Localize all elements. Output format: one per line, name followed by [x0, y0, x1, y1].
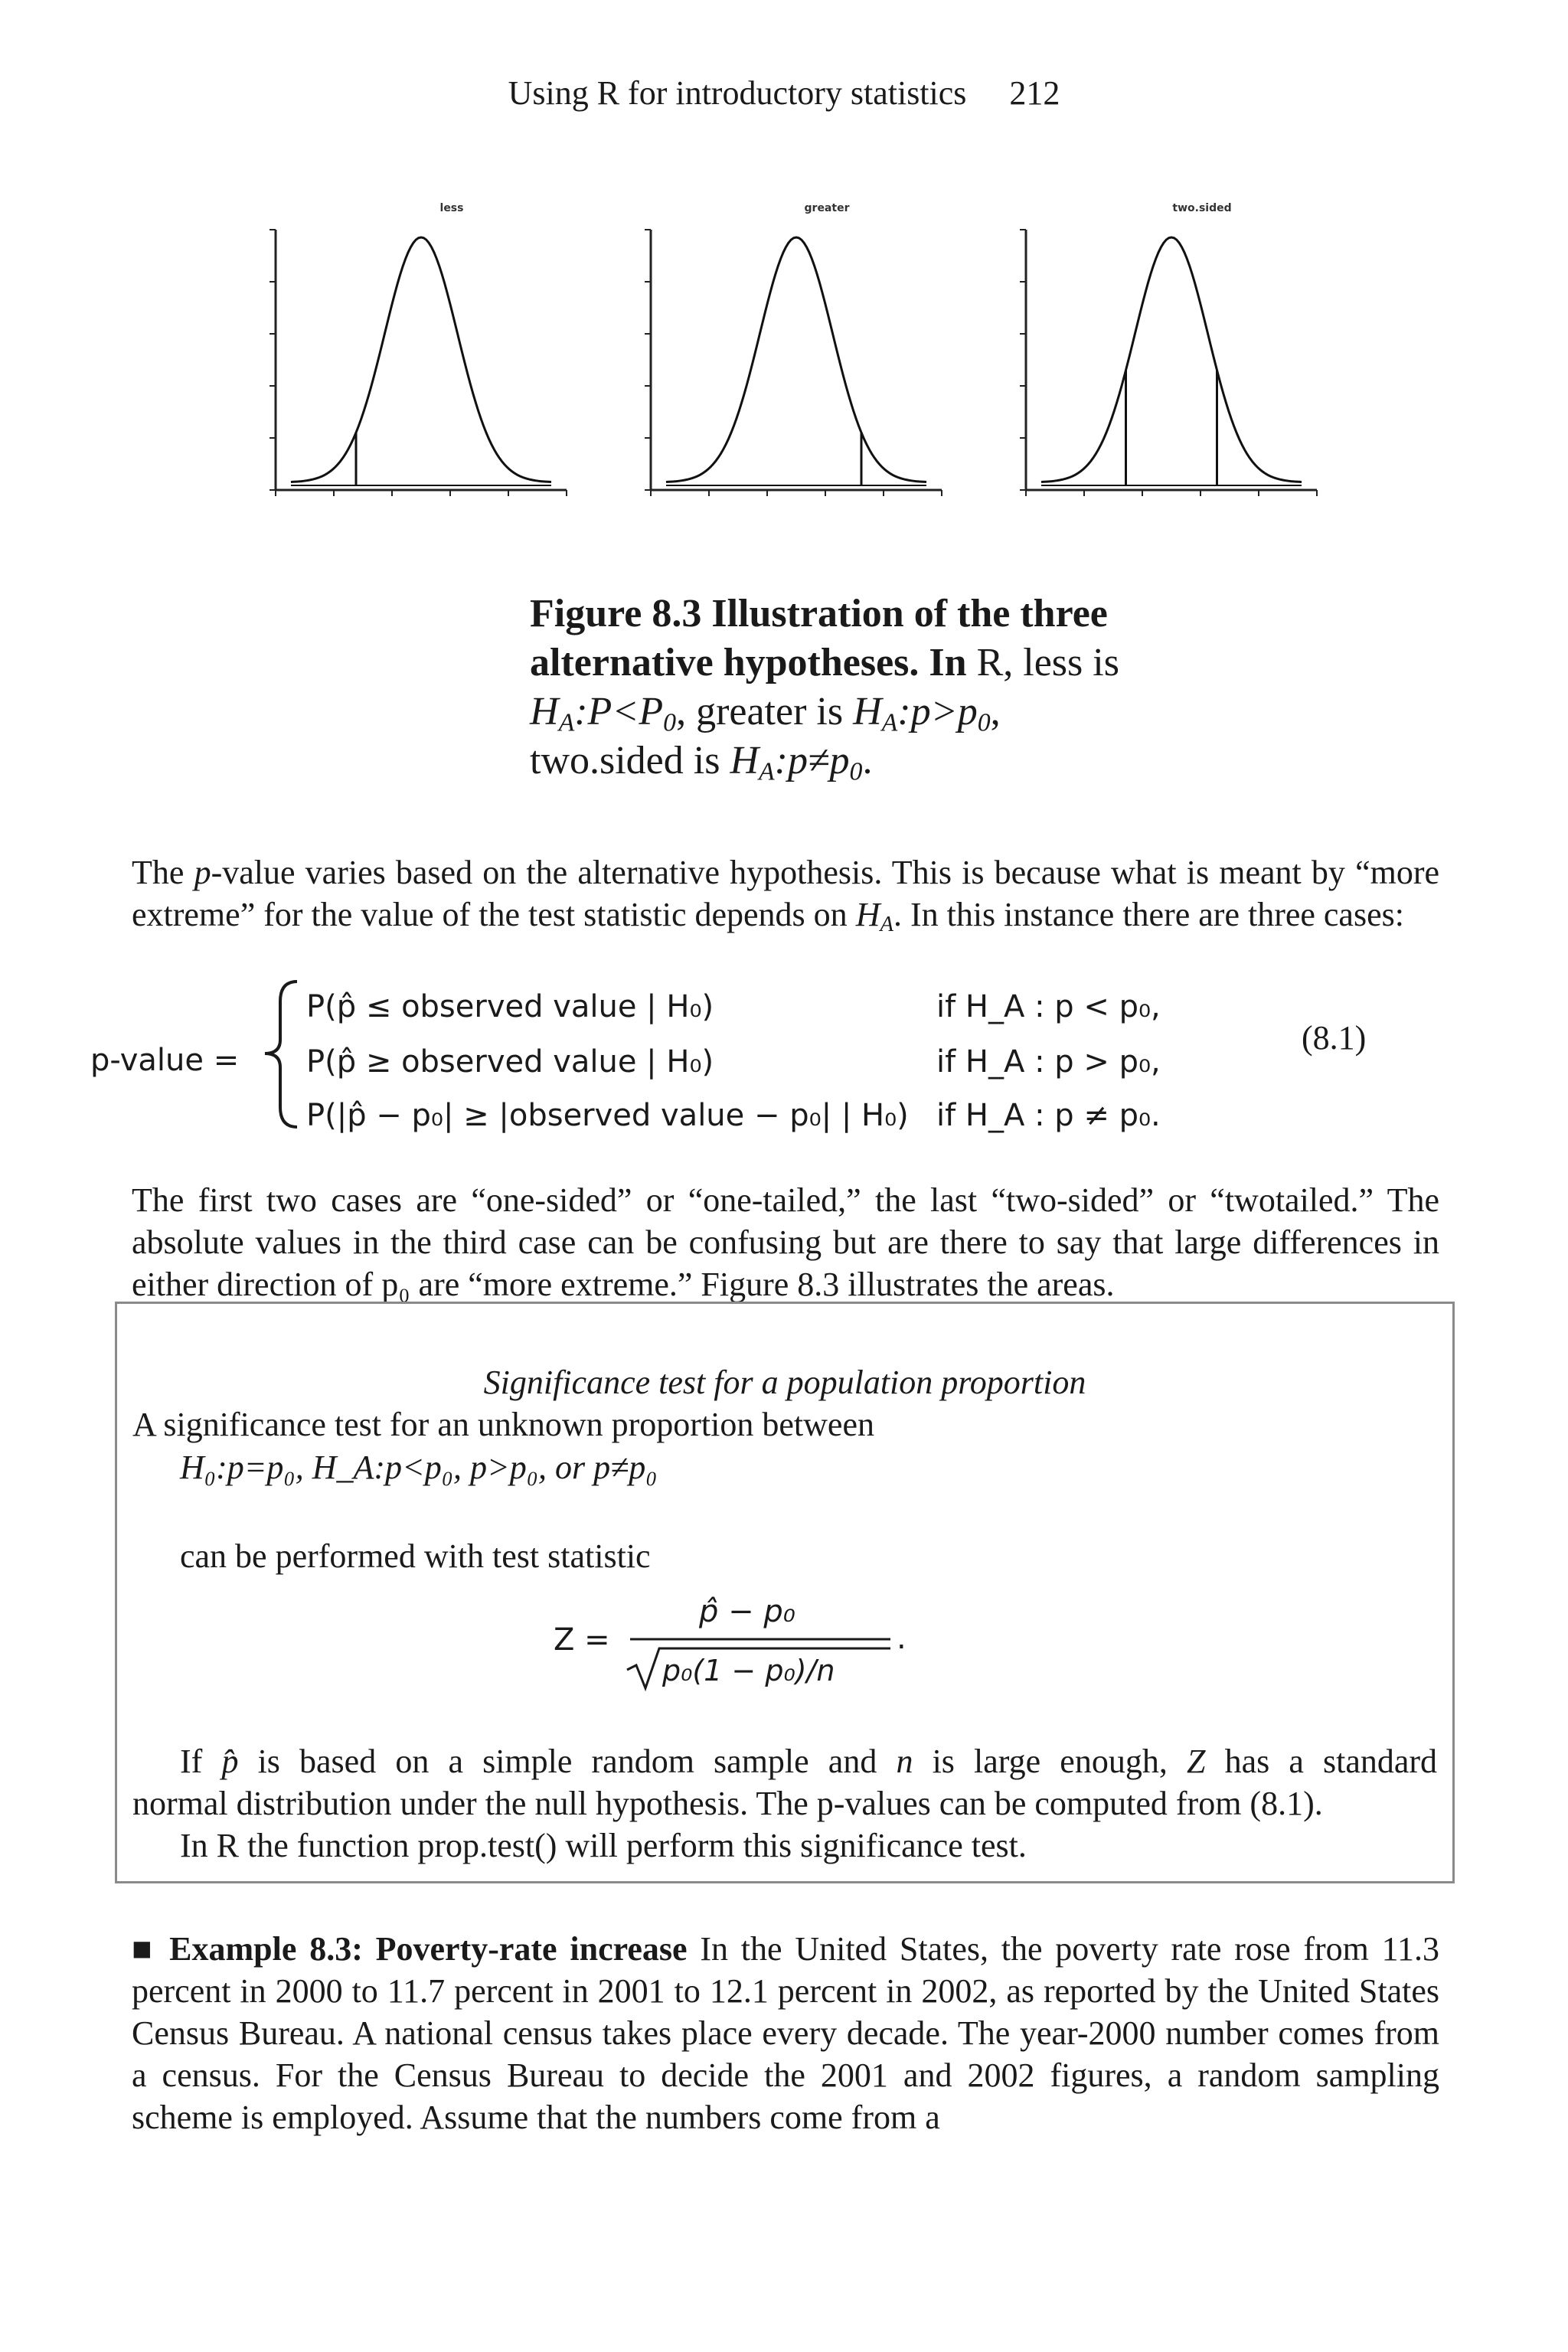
- panel-greater: [645, 202, 942, 496]
- box-line-5: normal distribution under the null hypothesis. The p-values can be computed from (8.1).: [132, 1785, 1323, 1822]
- panel-title: less: [439, 202, 464, 214]
- eq-case3: P(|p̂ − p₀| ≥ |observed value − p₀| | H₀): [306, 1098, 909, 1133]
- z-denominator: p₀(1 − p₀)/n: [662, 1654, 835, 1687]
- density-curve: [291, 237, 551, 482]
- page-number: 212: [1009, 74, 1060, 112]
- paragraph-cases: The first two cases are “one-sided” or “one-tailed,” the last “two-sided” or “twotailed.” The absolute values in the third case can be confusing but are there to say that large differences in either direction of p₀ are “more extreme.” Figure 8.3 illustrates the areas.: [132, 1181, 1439, 1303]
- density-curve: [666, 237, 926, 482]
- z-lhs: Z =: [554, 1622, 610, 1658]
- caption-rest: R, less is: [976, 641, 1119, 684]
- equation-8-1: [90, 972, 1446, 1135]
- example-marker: ■: [132, 1930, 157, 1968]
- eq-cond2: if H_A : p > p₀,: [936, 1044, 1161, 1080]
- eq-lhs: p-value =: [90, 1043, 240, 1078]
- example-8-3: [132, 1928, 1439, 2138]
- density-curve: [1041, 237, 1302, 482]
- equation-number: (8.1): [1302, 1019, 1367, 1057]
- eq-cond1: if H_A : p < p₀,: [936, 989, 1161, 1024]
- left-brace: [265, 982, 297, 1127]
- caption-ha-less: $H_A:P<P_0$: [530, 690, 677, 737]
- z-statistic-formula: [554, 1579, 1013, 1694]
- caption-ha-twosided: $H_A:p\ne p_0$: [730, 739, 863, 786]
- caption-bold: Figure 8.3 Illustration of the three alternative hypotheses. In: [530, 592, 1108, 684]
- significance-test-box: [115, 1302, 1455, 1883]
- box-line-3: can be performed with test statistic: [180, 1537, 651, 1575]
- box-line-6: In R the function prop.test() will perform this significance test.: [180, 1827, 1027, 1864]
- z-numerator: p̂ − p₀: [699, 1594, 795, 1629]
- svg-text:.: .: [897, 1621, 906, 1656]
- figure-caption: Figure 8.3 Illustration of the three alternative hypotheses. In R, less is $H_A:P<P_0$, greater is $H_A:p>p_0$, two.sided is $H_A:p\ne p_0$.: [530, 592, 1119, 786]
- eq-case2: P(p̂ ≥ observed value | H₀): [306, 1044, 714, 1080]
- hypothesis-figure: [230, 184, 1355, 567]
- example-text: In the United States, the poverty rate rose from 11.3 percent in 2000 to 11.7 percent in 2001 to 12.1 percent in 2002, as reported by the United States Census Bureau. A national census takes place every decade. The year-2000 number comes from a census. For the Census Bureau to decide the 2001 and 2002 figures, a random sampling scheme is employed. Assume that the numbers come from a: [132, 1930, 1440, 2136]
- box-line-1: A significance test for an unknown proportion between: [132, 1406, 874, 1443]
- panel-two-sided: [1020, 202, 1317, 496]
- box-title: Significance test for a population proportion: [483, 1364, 1086, 1401]
- panel-less: [270, 202, 567, 496]
- box-hypotheses: H₀:p=p₀, H_A:p<p₀, p>p₀, or p≠p₀: [180, 1449, 658, 1486]
- eq-cond3: if H_A : p ≠ p₀.: [936, 1098, 1161, 1133]
- eq-case1: P(p̂ ≤ observed value | H₀): [306, 989, 714, 1024]
- panel-title: greater: [804, 202, 850, 214]
- running-header: [0, 74, 1568, 113]
- paragraph-pvalue: The p-value varies based on the alternative hypothesis. This is because what is meant by “more extreme” for the value of the test statistic depends on $H_A$. In this instance there are three cases:: [132, 854, 1439, 937]
- box-line-4: If p̂ is based on a simple random sample and n is large enough, Z has a standard: [180, 1743, 1438, 1780]
- example-title: Example 8.3: Poverty-rate increase: [169, 1930, 688, 1968]
- panel-title: two.sided: [1172, 202, 1232, 214]
- caption-ha-greater: $H_A:p>p_0$: [853, 690, 991, 737]
- header-title: Using R for introductory statistics: [508, 74, 967, 112]
